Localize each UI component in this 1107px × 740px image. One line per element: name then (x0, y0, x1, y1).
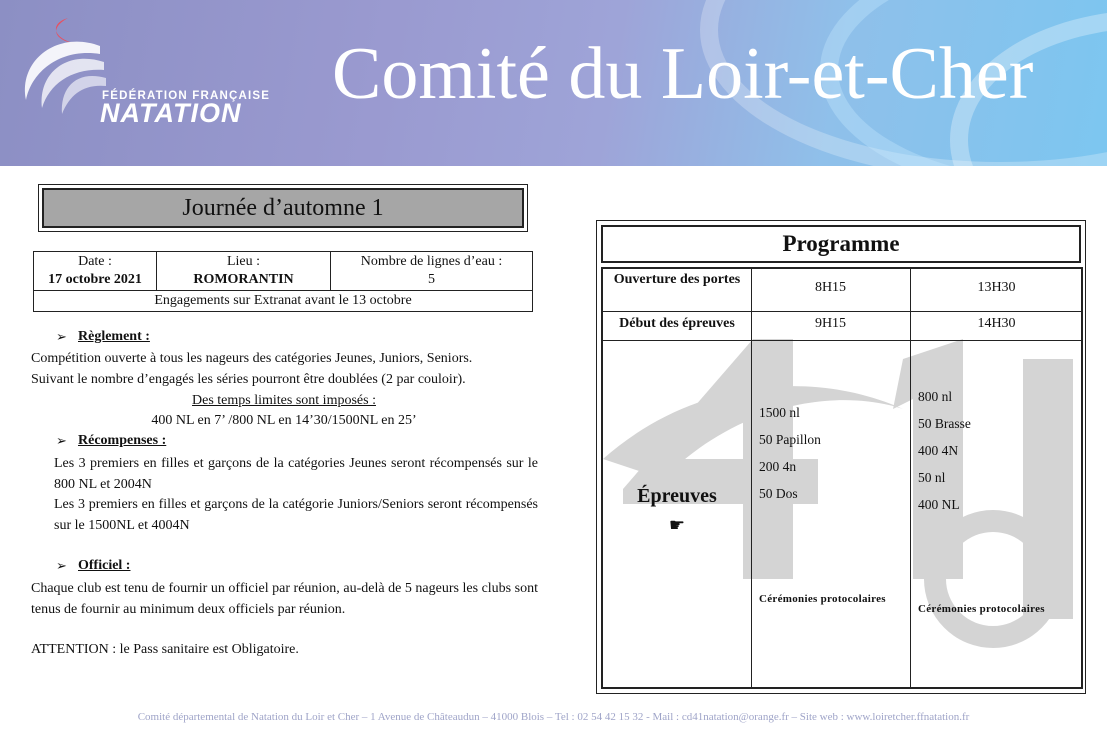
reglement-line2: Suivant le nombre d’engagés les séries pourront être doublées (2 par couloir). (31, 372, 466, 387)
list-item: 400 4N (918, 443, 959, 458)
ffn-logo (8, 10, 298, 130)
event-title-box (38, 184, 528, 232)
ouverture-pm: 13H30 (977, 280, 1016, 295)
programme-panel (596, 220, 1086, 694)
lignes-value: 5 (428, 272, 435, 287)
page-title: Comité du Loir-et-Cher (332, 33, 1034, 115)
attention-note: ATTENTION : le Pass sanitaire est Obligatoire. (31, 642, 299, 657)
officiel-para: Chaque club est tenu de fournir un officiel par réunion, au-delà de 5 nageurs les clubs sont tenus de fournir au minimum deux officiels par réunion. (31, 581, 538, 617)
epreuves-am-list (759, 399, 821, 507)
recompenses-para1: Les 3 premiers en filles et garçons de la catégories Jeunes seront récompensés sur le 800 NL et 2004N (54, 456, 538, 492)
ouverture-am: 8H15 (814, 280, 847, 295)
row-divider (603, 311, 1083, 312)
list-item: 50 Papillon (759, 432, 821, 447)
column-divider (751, 269, 752, 689)
recompenses-heading: Récompenses : (78, 433, 167, 448)
date-label: Date : (78, 254, 112, 269)
logo-federation-text: FÉDÉRATION FRANÇAISE (102, 90, 271, 102)
recompenses-para2: Les 3 premiers en filles et garçons de la catégorie Juniors/Seniors seront récompensés sur le 1500NL et 4004N (54, 497, 538, 533)
column-divider (910, 269, 911, 689)
date-cell (34, 252, 157, 291)
debut-label: Début des épreuves (619, 316, 735, 331)
reglement-heading: Règlement : (78, 329, 150, 344)
list-item: 50 Dos (759, 486, 798, 501)
list-item: 50 Brasse (918, 416, 971, 431)
reglement-line4: 400 NL en 7’ /800 NL en 14’30/1500NL en 25’ (151, 413, 417, 428)
footer-contact: Comité départemental de Natation du Loir et Cher – 1 Avenue de Châteaudun – 41000 Blois – Tel : 02 54 42 15 32 - Mail : cd41natation@orange.fr – Site web : www.loiretcher.ffnatation.fr (137, 711, 970, 723)
lieu-label: Lieu : (226, 254, 261, 269)
41-watermark-icon (603, 339, 1083, 689)
event-title: Journée d’automne 1 (42, 188, 524, 228)
engagements-cell: Engagements sur Extranat avant le 13 octobre (34, 291, 533, 312)
debut-pm: 14H30 (977, 316, 1016, 331)
lieu-value: ROMORANTIN (193, 272, 294, 287)
lieu-cell (157, 252, 331, 291)
reglement-line1: Compétition ouverte à tous les nageurs des catégories Jeunes, Juniors, Seniors. (31, 351, 473, 366)
programme-grid (601, 267, 1083, 689)
list-item: 400 NL (918, 497, 960, 512)
lignes-label: Nombre de lignes d’eau : (360, 254, 503, 269)
debut-am: 9H15 (814, 316, 847, 331)
officiel-heading: Officiel : (78, 558, 131, 573)
logo-natation-text: NATATION (100, 98, 242, 128)
arrow-bullet-icon: ➢ (56, 329, 67, 344)
epreuves-pm-list (918, 383, 971, 518)
reglement-line3: Des temps limites sont imposés : (192, 393, 376, 408)
ouverture-label: Ouverture des portes (613, 272, 741, 287)
epreuves-label: Épreuves (637, 485, 717, 507)
event-info-table (33, 251, 533, 312)
row-divider (603, 340, 1083, 341)
date-value: 17 octobre 2021 (48, 272, 142, 287)
ceremonies-am: Cérémonies protocolaires (759, 593, 886, 605)
list-item: 50 nl (918, 470, 946, 485)
list-item: 1500 nl (759, 405, 800, 420)
header-banner (0, 0, 1107, 166)
arrow-bullet-icon: ➢ (56, 558, 67, 573)
arrow-bullet-icon: ➢ (56, 433, 67, 448)
ceremonies-pm: Cérémonies protocolaires (918, 603, 1045, 615)
pointing-hand-icon: ☛ (668, 515, 686, 535)
list-item: 200 4n (759, 459, 797, 474)
list-item: 800 nl (918, 389, 953, 404)
lignes-cell (331, 252, 533, 291)
programme-title: Programme (601, 225, 1081, 263)
